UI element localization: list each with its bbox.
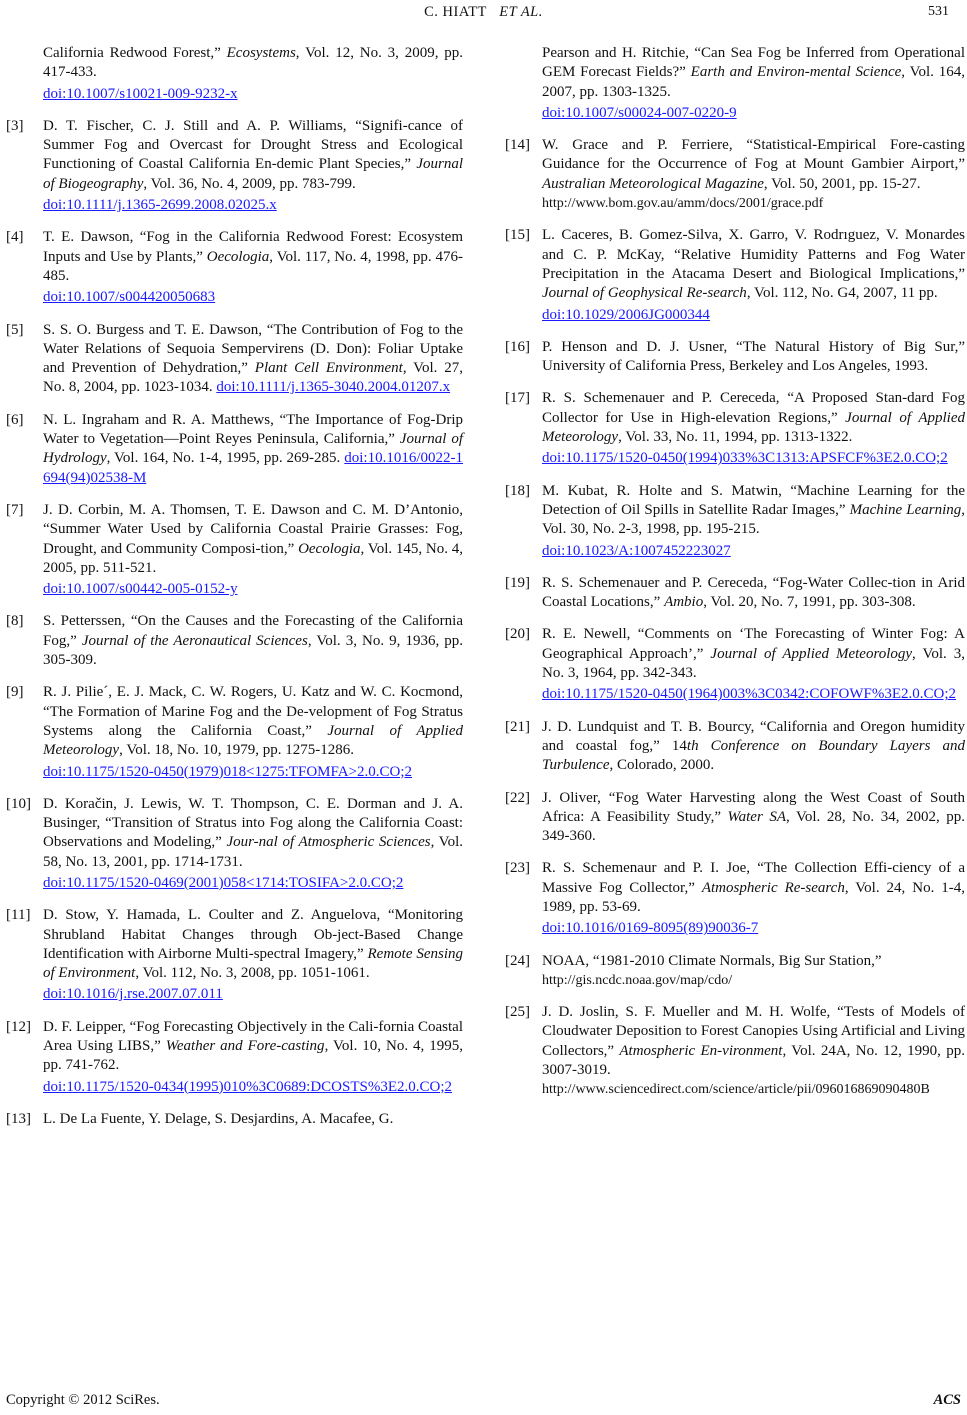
reference-text	[43, 117, 463, 215]
doi-link[interactable]: doi:10.1175/1520-0450(1964)003%3C0342:COFOWF%3E2.0.CO;2	[542, 686, 957, 703]
reference-text-fragment: D. Koračin, J. Lewis, W. T. Thompson, C. E. Dorman and J. A. Businger, “Transition of Stratus into Fog along the California Coast: Observations and Modeling,”	[43, 795, 463, 851]
reference-entry	[505, 952, 965, 991]
reference-url: http://www.sciencedirect.com/science/article/pii/096016869090480B	[542, 1082, 930, 1098]
reference-number: [3]	[6, 117, 24, 134]
reference-text-fragment: T. E. Dawson, “Fog in the California Redwood Forest: Ecosystem Inputs and Use by Plants,”	[43, 229, 463, 265]
page-number: 531	[928, 4, 949, 19]
reference-text	[43, 612, 463, 670]
reference-text-fragment: J. D. Joslin, S. F. Mueller and M. H. Wolfe, “Tests of Models of Cloudwater Deposition to Forest Canopies Using Artificial and Living Collectors,”	[542, 1004, 965, 1059]
reference-italic-title: Australian Meteorological Magazine	[542, 175, 764, 192]
reference-text	[542, 789, 965, 847]
doi-link[interactable]: doi:10.1029/2006JG000344	[542, 306, 710, 323]
reference-italic-title: Water SA	[727, 808, 786, 825]
reference-text-fragment: L. De La Fuente, Y. Delage, S. Desjardins, A. Macafee, G.	[43, 1110, 394, 1127]
reference-text-fragment: R. S. Schemenaur and P. I. Joe, “The Collection Effi-ciency of a Massive Fog Collector,”	[542, 860, 965, 896]
reference-text	[43, 321, 463, 398]
reference-text-fragment: R. S. Schemenauer and P. Cereceda, “Fog-Water Collec-tion in Arid Coastal Locations,”	[542, 574, 965, 611]
reference-text-fragment: D. Stow, Y. Hamada, L. Coulter and Z. Anguelova, “Monitoring Shrubland Habitat Changes through Ob-ject-Based Change Identification with Airborne Multi-spectral Imagery,”	[43, 907, 463, 962]
reference-text-fragment: , Vol. 3, No. 3, 1964, pp. 342-343.	[542, 645, 965, 682]
reference-entry	[6, 411, 463, 488]
reference-text	[43, 1110, 463, 1129]
reference-text-fragment: , Vol. 145, No. 4, 2005, pp. 511-521.	[43, 540, 463, 576]
reference-number: [16]	[505, 338, 530, 355]
reference-italic-title: Ambio	[664, 594, 704, 611]
reference-text-fragment: R. E. Newell, “Comments on ‘The Forecasting of Winter Fog: A Geographical Approach’,”	[542, 626, 965, 662]
reference-text-fragment: , Colorado, 2000.	[609, 757, 715, 774]
reference-text-fragment: , Vol. 30, No. 2-3, 1998, pp. 195-215.	[542, 501, 965, 538]
reference-italic-title: Journal of Applied Meteorology	[542, 409, 965, 446]
doi-link[interactable]: doi:10.1175/1520-0469(2001)058<1714:TOSIFA>2.0.CO;2	[43, 874, 404, 891]
reference-italic-title: Journal of Geophysical Re-search	[542, 285, 747, 302]
reference-text-fragment: J. Oliver, “Fog Water Harvesting along the West Coast of South Africa: A Feasibility Study,”	[542, 789, 965, 825]
copyright-notice: Copyright © 2012 SciRes.	[6, 1392, 160, 1408]
reference-text	[542, 136, 965, 213]
reference-italic-title: Ecosystems	[226, 45, 296, 61]
reference-text	[542, 389, 965, 468]
doi-link[interactable]: doi:10.1175/1520-0450(1979)018<1275:TFOMFA>2.0.CO;2	[43, 763, 413, 780]
reference-url: http://gis.ncdc.noaa.gov/map/cdo/	[542, 972, 733, 988]
reference-number: [15]	[505, 227, 530, 244]
reference-text-fragment: Pearson and H. Ritchie, “Can Sea Fog be Inferred from Operational GEM Forecast Fields?”	[542, 45, 965, 81]
reference-text-fragment: , Vol. 12, No. 3, 2009, pp. 417-433.	[43, 45, 463, 81]
reference-number: [9]	[6, 684, 24, 701]
reference-text-fragment: S. S. O. Burgess and T. E. Dawson, “The Contribution of Fog to the Water Relations of Sequoia Sempervirens (D. Don): Foliar Uptake and Prevention of Dehydration,”	[43, 321, 463, 377]
reference-entry	[505, 44, 965, 123]
doi-link[interactable]: doi:10.1111/j.1365-3040.2004.01207.x	[216, 379, 451, 396]
reference-entry	[505, 789, 965, 847]
reference-entry	[6, 1110, 463, 1129]
reference-text-fragment: D. T. Fischer, C. J. Still and A. P. Williams, “Signifi-cance of Summer Fog and Overcast for Drought Stress and Ecological Functioning of Coastal California En-demic Plant Species,”	[43, 117, 463, 173]
doi-link[interactable]: doi:10.1175/1520-0450(1994)033%3C1313:APSFCF%3E2.0.CO;2	[542, 450, 948, 467]
doi-link[interactable]: doi:10.1016/0169-8095(89)90036-7	[542, 920, 759, 937]
reference-text-fragment: , Vol. 33, No. 11, 1994, pp. 1313-1322.	[618, 429, 853, 446]
reference-number: [11]	[6, 907, 31, 924]
reference-entry	[505, 718, 965, 776]
doi-link[interactable]: doi:10.1175/1520-0434(1995)010%3C0689:DCOSTS%3E2.0.CO;2	[43, 1078, 453, 1095]
running-head	[0, 4, 967, 21]
doi-link[interactable]: doi:10.1007/s00442-005-0152-y	[43, 581, 238, 598]
reference-text-fragment: , Vol. 36, No. 4, 2009, pp. 783-799.	[143, 175, 356, 192]
reference-entry	[505, 338, 965, 377]
reference-italic-title: th Conference on Boundary Layers and Turbulence	[542, 737, 965, 774]
reference-italic-title: Atmospheric En-vironment	[619, 1042, 783, 1059]
reference-entry	[505, 389, 965, 468]
reference-number: [18]	[505, 482, 530, 499]
reference-text-fragment: , Vol. 164, No. 1-4, 1995, pp. 269-285.	[106, 450, 345, 467]
journal-abbreviation: ACS	[933, 1392, 961, 1408]
reference-number: [22]	[505, 789, 530, 806]
reference-entry	[505, 859, 965, 938]
reference-number: [8]	[6, 613, 24, 630]
reference-text-fragment: , Vol. 3, No. 9, 1936, pp. 305-309.	[43, 632, 464, 669]
reference-italic-title: Oecologia	[298, 540, 361, 557]
doi-link[interactable]: doi:10.1016/j.rse.2007.07.011	[43, 986, 223, 1003]
reference-text-fragment: , Vol. 10, No. 4, 1995, pp. 741-762.	[43, 1038, 463, 1074]
reference-entry	[6, 795, 463, 893]
reference-italic-title: Oecologia	[206, 248, 270, 265]
reference-text-fragment: , Vol. 20, No. 7, 1991, pp. 303-308.	[703, 594, 916, 611]
reference-text-fragment: , Vol. 28, No. 34, 2002, pp. 349-360.	[542, 808, 965, 845]
reference-italic-title: Jour-nal of Atmospheric Sciences	[226, 834, 431, 851]
reference-text-fragment: W. Grace and P. Ferriere, “Statistical-Empirical Fore-casting Guidance for the Occurrence of Fog at Mount Gambier Airport,”	[542, 137, 965, 173]
reference-text-fragment: D. F. Leipper, “Fog Forecasting Objectively in the Cali-fornia Coastal Area Using LIBS,”	[43, 1018, 463, 1055]
reference-number: [17]	[505, 390, 530, 407]
reference-text-fragment: , Vol. 164, 2007, pp. 1303-1325.	[542, 64, 965, 100]
reference-text	[542, 482, 965, 561]
reference-entry	[6, 44, 463, 104]
reference-entry	[6, 906, 463, 1004]
reference-number	[505, 44, 542, 123]
reference-text	[542, 574, 965, 613]
reference-italic-title: Plant Cell Environment	[254, 360, 403, 377]
reference-text-fragment: , Vol. 24A, No. 12, 1990, pp. 3007-3019.	[542, 1042, 965, 1079]
page-header	[0, 2, 967, 24]
doi-link[interactable]: doi:10.1007/s00024-007-0220-9	[542, 104, 737, 121]
reference-italic-title: Remote Sensing of Environment	[43, 945, 464, 982]
doi-link[interactable]: doi:10.1111/j.1365-2699.2008.02025.x	[43, 197, 277, 214]
reference-text-fragment: , Vol. 24, No. 1-4, 1989, pp. 53-69.	[542, 879, 966, 915]
reference-entry	[6, 228, 463, 307]
reference-text	[542, 952, 965, 991]
reference-url: http://www.bom.gov.au/amm/docs/2001/grace.pdf	[542, 196, 824, 212]
reference-text-fragment: J. D. Corbin, M. A. Thomsen, T. E. Dawson and C. M. D’Antonio, “Summer Water Used by California Coastal Prairie Grasses: Fog, Drought, and Community Composi-tion,”	[43, 501, 463, 557]
reference-italic-title: Journal of Hydrology	[43, 431, 463, 467]
reference-text-fragment: N. L. Ingraham and R. A. Matthews, “The Importance of Fog-Drip Water to Vegetation—Point Reyes Peninsula, California,”	[43, 411, 463, 448]
reference-text-fragment: , Vol. 112, No. 3, 2008, pp. 1051-1061.	[135, 965, 370, 982]
reference-italic-title: Journal of the Aeronautical Sciences	[81, 632, 308, 649]
reference-text-fragment: California Redwood Forest,”	[43, 45, 227, 61]
reference-text-fragment: , Vol. 18, No. 10, 1979, pp. 1275-1286.	[119, 742, 354, 759]
reference-text	[43, 501, 463, 599]
doi-link[interactable]: doi:10.1007/s004420050683	[43, 289, 216, 306]
reference-italic-title: Journal of Applied Meteorology	[710, 645, 913, 662]
reference-text	[542, 1003, 965, 1099]
reference-text	[43, 906, 463, 1004]
reference-text-fragment: NOAA, “1981-2010 Climate Normals, Big Sur Station,”	[542, 952, 882, 969]
reference-number: [10]	[6, 795, 31, 812]
reference-entry	[6, 612, 463, 670]
running-head-authors: C. HIATT	[424, 4, 487, 20]
reference-text-fragment: R. S. Schemenauer and P. Cereceda, “A Proposed Stan-dard Fog Collector for Use in High-elevation Regions,”	[542, 390, 965, 426]
reference-number: [6]	[6, 411, 24, 428]
reference-text	[542, 226, 965, 324]
reference-italic-title: Machine Learning	[849, 501, 962, 518]
reference-entry	[505, 574, 965, 613]
reference-entry	[505, 1003, 965, 1099]
reference-number: [20]	[505, 626, 530, 643]
reference-italic-title: Journal of Applied Meteorology	[43, 722, 463, 759]
reference-text	[542, 718, 965, 776]
reference-number: [19]	[505, 574, 530, 591]
reference-entry	[6, 117, 463, 215]
reference-entry	[505, 625, 965, 704]
reference-text-fragment: P. Henson and D. J. Usner, “The Natural History of Big Sur,” University of California Press, Berkeley and Los Angeles, 1993.	[542, 338, 965, 375]
reference-text	[43, 411, 463, 488]
page-footer	[0, 1389, 967, 1409]
reference-text-fragment: , Vol. 117, No. 4, 1998, pp. 476-485.	[43, 248, 463, 284]
reference-text	[43, 1018, 463, 1097]
reference-number: [23]	[505, 860, 530, 877]
reference-entry	[6, 321, 463, 398]
reference-number: [12]	[6, 1018, 31, 1035]
reference-number: [4]	[6, 229, 24, 246]
reference-entry	[6, 683, 463, 781]
reference-text-fragment: L. Caceres, B. Gomez-Silva, X. Garro, V. Rodrıguez, V. Monardes and C. P. McKay, “Relative Humidity Patterns and Fog Water Precipitation in the Atacama Desert and Biological Implications,”	[542, 227, 965, 282]
reference-text-fragment: , Vol. 50, 2001, pp. 15-27.	[763, 175, 921, 192]
reference-number	[6, 44, 43, 104]
reference-entry	[6, 501, 463, 599]
reference-text	[542, 625, 965, 704]
reference-text	[43, 228, 463, 307]
reference-italic-title: Earth and Environ-mental Science	[690, 64, 902, 81]
reference-text-fragment: M. Kubat, R. Holte and S. Matwin, “Machine Learning for the Detection of Oil Spills in Satellite Radar Images,”	[542, 482, 965, 518]
running-head-etal: ET AL.	[499, 4, 543, 20]
reference-number: [21]	[505, 718, 530, 735]
reference-text-fragment: , Vol. 112, No. G4, 2007, 11 pp.	[746, 285, 938, 302]
reference-number: [5]	[6, 321, 24, 338]
reference-text-fragment: , Vol. 27, No. 8, 2004, pp. 1023-1034.	[43, 360, 463, 396]
references-left-column	[6, 44, 463, 1142]
reference-text-fragment: S. Petterssen, “On the Causes and the Forecasting of the California Fog,”	[43, 613, 463, 649]
reference-text	[542, 338, 965, 377]
reference-text	[542, 44, 965, 123]
reference-italic-title: Atmospheric Re-search	[701, 879, 845, 896]
reference-text	[542, 859, 965, 938]
reference-number: [14]	[505, 137, 530, 154]
doi-link[interactable]: doi:10.1023/A:1007452223027	[542, 542, 731, 559]
reference-text	[43, 683, 463, 781]
references-right-column	[505, 44, 965, 1113]
reference-text	[43, 795, 463, 893]
doi-link[interactable]: doi:10.1007/s10021-009-9232-x	[43, 85, 238, 102]
reference-number: [7]	[6, 501, 24, 518]
reference-text-fragment: R. J. Pilie´, E. J. Mack, C. W. Rogers, U. Katz and W. C. Kocmond, “The Formation of Marine Fog and the De-velopment of Fog Stratus Systems along the California Coast,”	[43, 684, 463, 739]
reference-text-fragment: , Vol. 58, No. 13, 2001, pp. 1714-1731.	[43, 834, 463, 870]
reference-italic-title: Journal of Biogeography	[43, 156, 463, 192]
reference-entry	[505, 226, 965, 324]
reference-entry	[6, 1018, 463, 1097]
reference-number: [25]	[505, 1004, 530, 1021]
reference-entry	[505, 482, 965, 561]
reference-italic-title: Weather and Fore-casting	[165, 1038, 325, 1055]
reference-text	[43, 44, 463, 104]
reference-entry	[505, 136, 965, 213]
doi-link[interactable]: doi:10.1016/0022-1694(94)02538-M	[43, 450, 463, 486]
reference-number: [13]	[6, 1110, 31, 1127]
reference-number: [24]	[505, 952, 530, 969]
reference-text-fragment: J. D. Lundquist and T. B. Bourcy, “California and Oregon humidity and coastal fog,” 14	[542, 718, 965, 754]
